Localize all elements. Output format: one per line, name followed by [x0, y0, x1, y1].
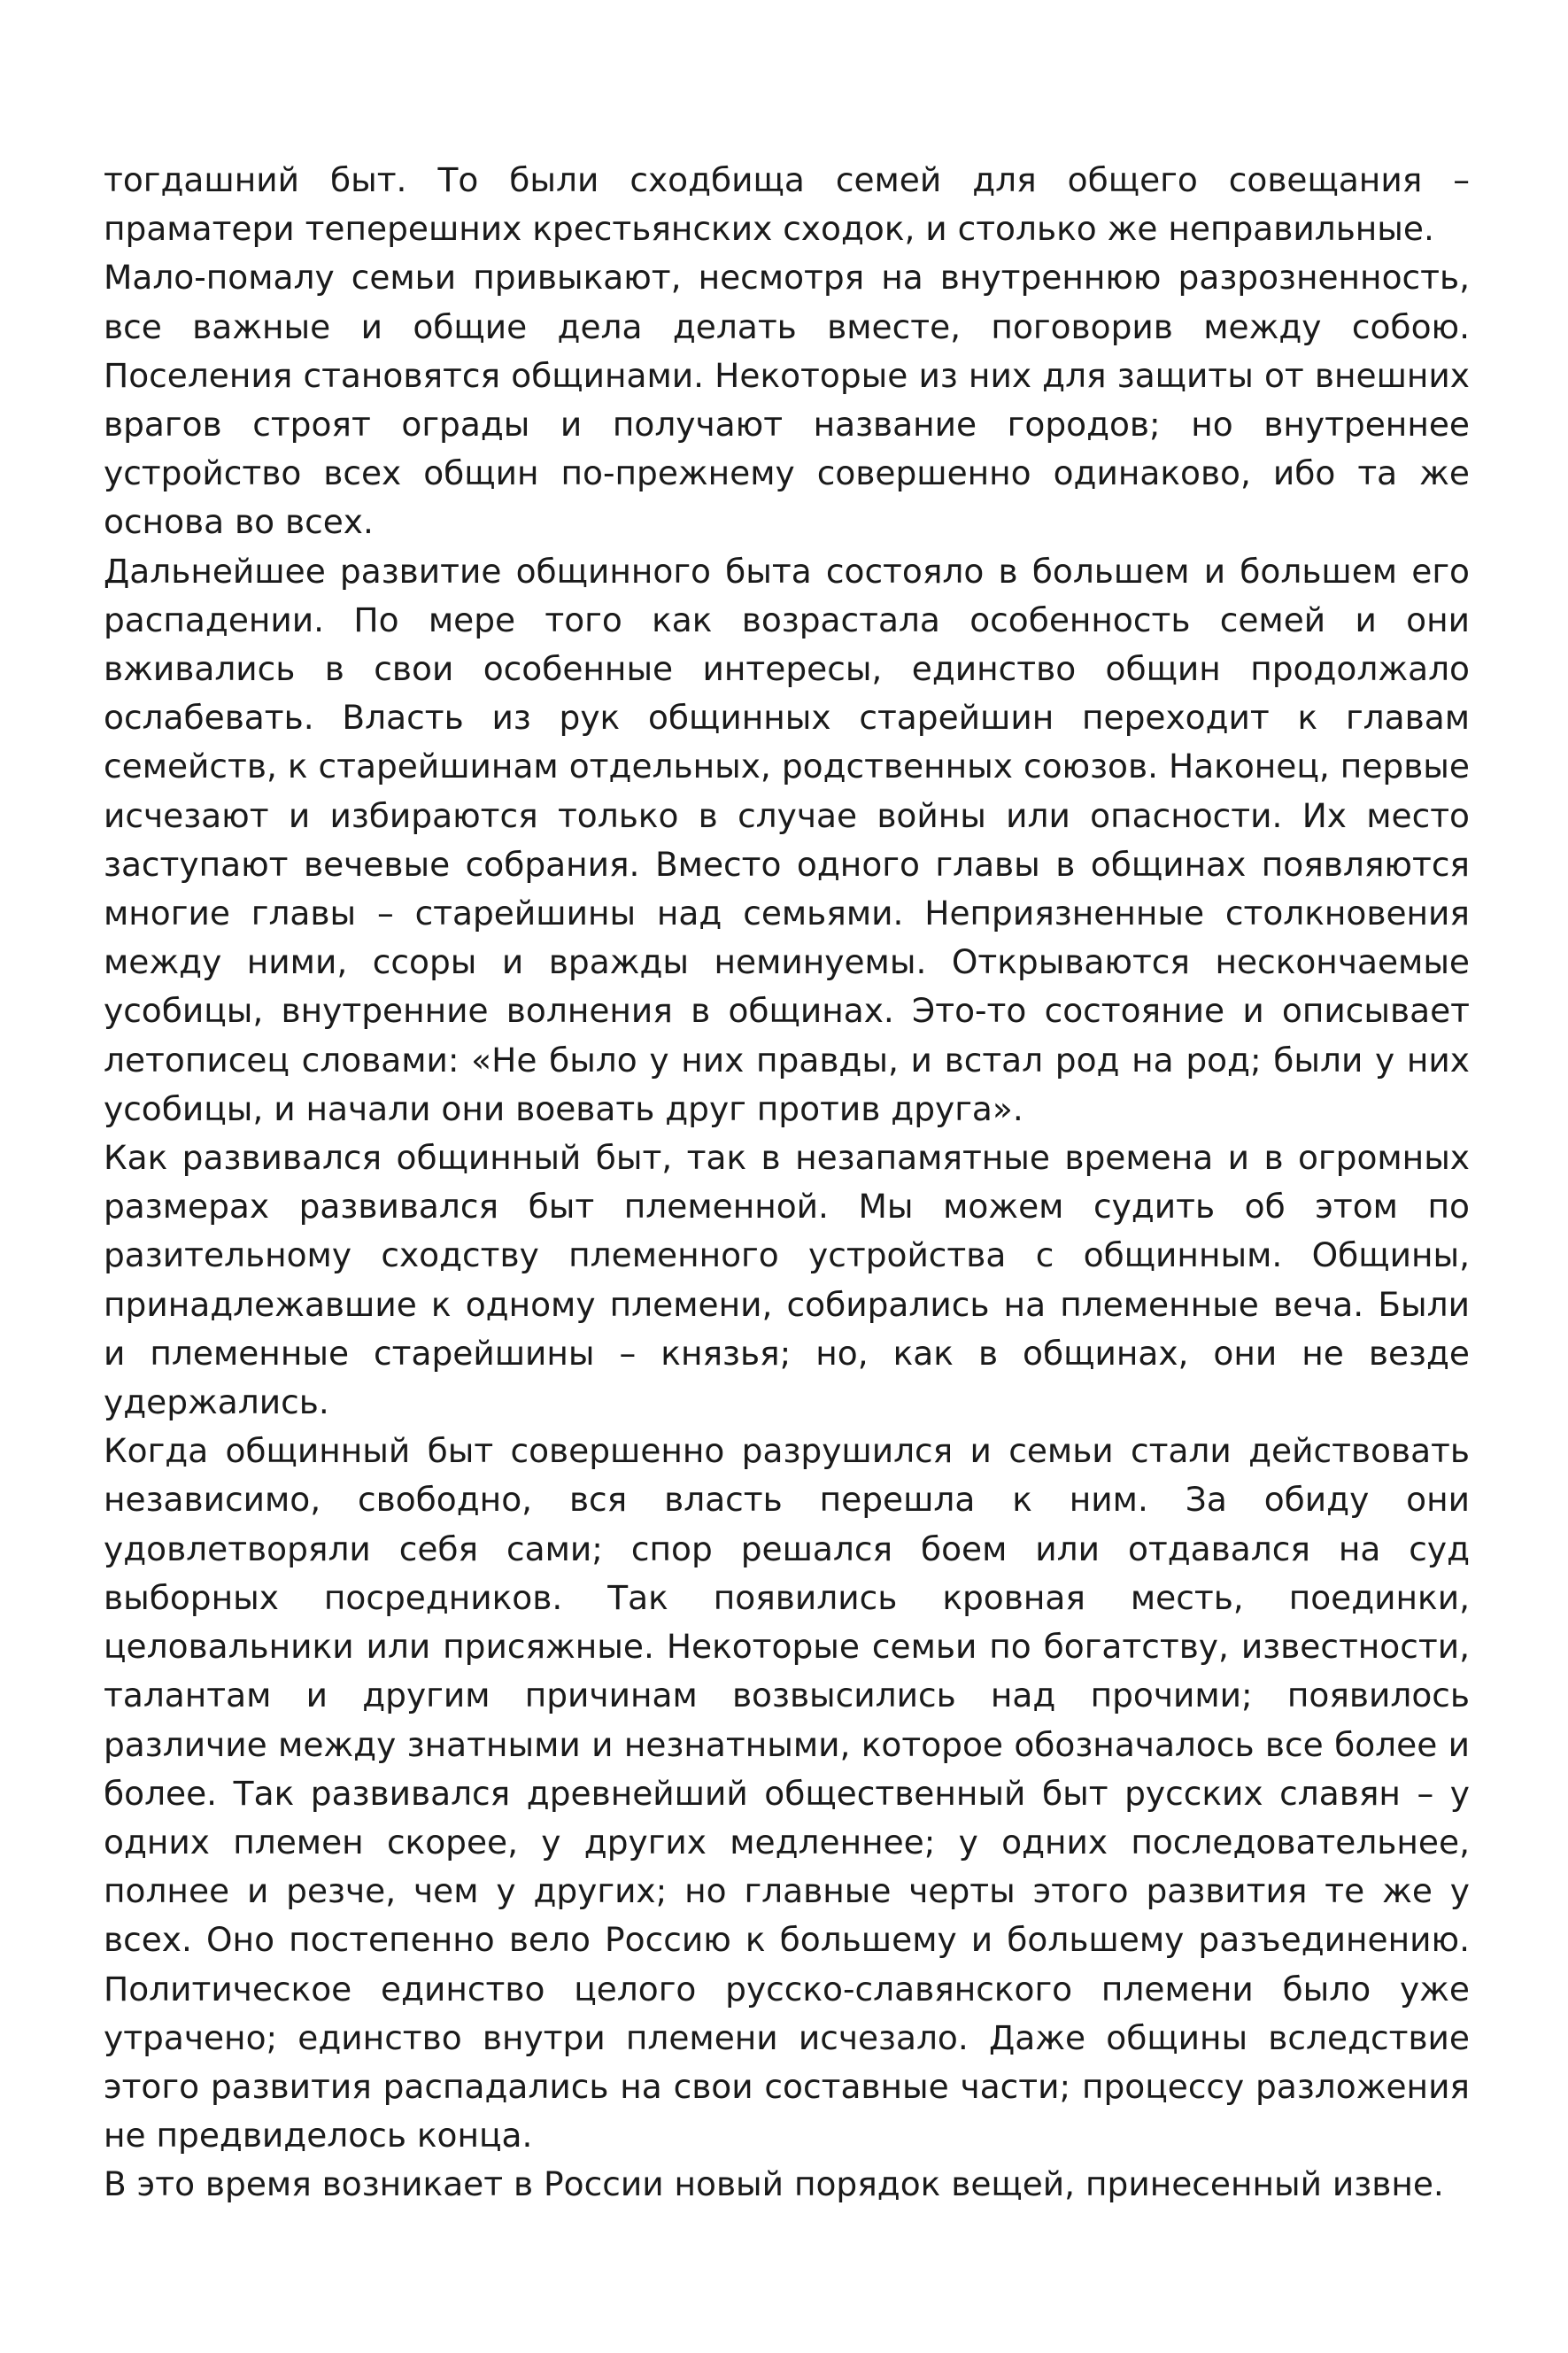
paragraph: В это время возникает в России новый порядок вещей, принесенный извне. [104, 2164, 1444, 2204]
paragraph: Мало-помалу семьи привыкают, несмотря на внутреннюю разрозненность, все важные и общие дела делать вместе, поговорив между собою. Поселения становятся общинами. Некоторые из них для защиты от внешних врагов строят ограды и получают название городов; но внутреннее устройство всех общин по-прежнему совершенно одинаково, ибо та же основа во всех. [104, 258, 1470, 542]
page-body [104, 156, 1470, 2210]
paragraph: тогдашний быт. То были сходбища семей для общего совещания – праматери теперешних крестьянских сходок, и столько же неправильные. [104, 160, 1470, 249]
paragraph: Дальнейшее развитие общинного быта состояло в большем и большем его распадении. По мере того как возрастала особенность семей и они вживались в свои особенные интересы, единство общин продолжало ослабевать. Власть из рук общинных старейшин переходит к главам семейств, к старейшинам отдельных, родственных союзов. Наконец, первые исчезают и избираются только в случае войны или опасности. Их место заступают вечевые собрания. Вместо одного главы в общинах появляются многие главы – старейшины над семьями. Неприязненные столкновения между ними, ссоры и вражды неминуемы. Открываются нескончаемые усобицы, внутренние волнения в общинах. Это-то состояние и описывает летописец словами: «Не было у них правды, и встал род на род; были у них усобицы, и начали они воевать друг против друга». [104, 551, 1470, 1128]
paragraph: Когда общинный быт совершенно разрушился и семьи стали действовать независимо, свободно, вся власть перешла к ним. За обиду они удовлетворяли себя сами; спор решался боем или отдавался на суд выборных посредников. Так появились кровная месть, поединки, целовальники или присяжные. Некоторые семьи по богатству, известности, талантам и другим причинам возвысились над прочими; появилось различие между знатными и незнатными, которое обозначалось все более и более. Так развивался древнейший общественный быт русских славян – у одних племен скорее, у других медленнее; у одних последовательнее, полнее и резче, чем у других; но главные черты этого развития те же у всех. Оно постепенно вело Россию к большему и большему разъединению. Политическое единство целого русско-славянского племени было уже утрачено; единство внутри племени исчезало. Даже общины вследствие этого развития распадались на свои составные части; процессу разложения не предвиделось конца. [104, 1431, 1470, 2156]
paragraph: Как развивался общинный быт, так в незапамятные времена и в огромных размерах развивался быт племенной. Мы можем судить об этом по разительному сходству племенного устройства с общинным. Общины, принадлежавшие к одному племени, собирались на племенные веча. Были и племенные старейшины – князья; но, как в общинах, они не везде удержались. [104, 1138, 1470, 1422]
